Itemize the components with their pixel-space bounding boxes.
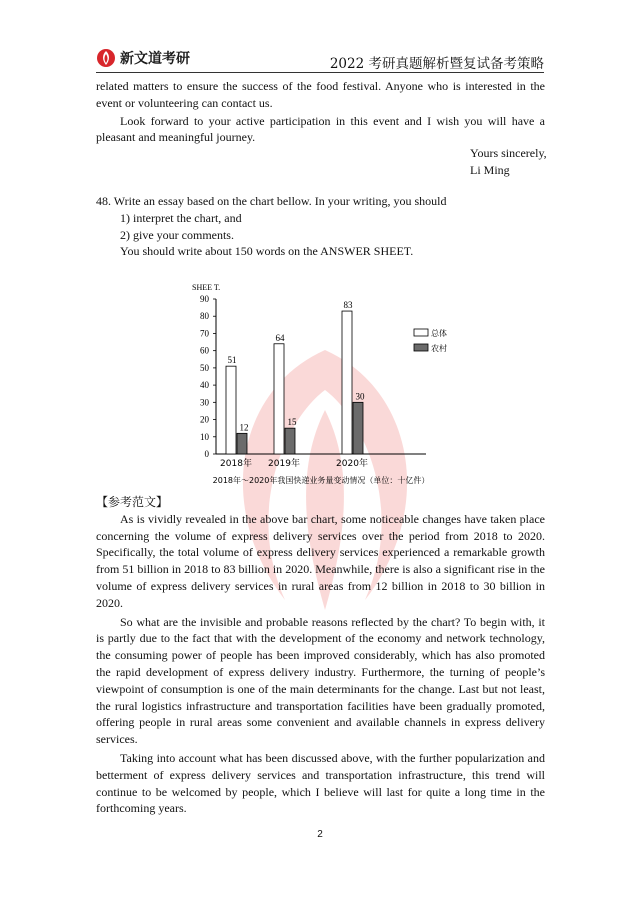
question-item-2: 2) give your comments. — [120, 227, 234, 242]
header-title: 2022 考研真题解析暨复试备考策略 — [329, 56, 544, 72]
letter-closing: Yours sincerely, — [470, 146, 547, 160]
question-item-1: 1) interpret the chart, and — [120, 210, 242, 225]
brand-name: 新文道考研 — [120, 51, 190, 67]
question — [96, 193, 545, 260]
data-label: 51 — [227, 355, 237, 366]
letter-body — [96, 78, 545, 146]
essay-para-3: Taking into account what has been discussed above, with the further popularization and betterment of express delivery services and transportation infrastructure, this trend will continue to be welcomed by people, which I believe will last for quite a long time in the forthcoming years. — [96, 750, 545, 816]
question-prompt: 48. Write an essay based on the chart bellow. In your writing, you should — [96, 194, 447, 208]
data-label: 64 — [275, 332, 285, 343]
data-label: 83 — [343, 300, 353, 311]
letter-para-2: Look forward to your active participation in this event and I wish you will have a pleasant and meaningful journey. — [96, 113, 545, 145]
page-header — [96, 46, 544, 73]
legend-label: 农村 — [431, 344, 447, 353]
chart-title: 2018年～2020年我国快递业务量变动情况（单位：十亿件） — [212, 476, 430, 485]
bar-rural — [353, 402, 363, 454]
bar-total — [274, 344, 284, 454]
data-label: 30 — [355, 391, 365, 402]
legend-swatch — [414, 329, 428, 336]
essay — [96, 494, 545, 817]
y-tick-label: 0 — [204, 449, 209, 459]
legend-swatch — [414, 344, 428, 351]
x-tick-label: 2018年 — [220, 459, 252, 469]
y-tick-label: 80 — [200, 311, 209, 322]
essay-para-1: As is vividly revealed in the above bar chart, some noticeable changes have taken place concerning the volume of express delivery services over the period from 2018 to 2020. Specifically, the total volume of express delivery services experienced a remarkable growth from 51 billion in 2018 to 83 billion in 2020. Meanwhile, there is also a significant rise in the volume of express delivery services in rural areas from 12 billion in 2018 to 30 billion in 2020. — [96, 511, 545, 610]
y-tick-label: 90 — [200, 294, 209, 304]
y-tick-label: 40 — [200, 380, 209, 391]
data-label: 15 — [287, 417, 297, 428]
y-tick-label: 50 — [200, 362, 209, 373]
y-tick-label: 10 — [200, 431, 209, 442]
bar-total — [342, 311, 352, 454]
letter-signature: Li Ming — [470, 163, 510, 177]
letter-para-1: related matters to ensure the success of the food festival. Anyone who is interested in the event or volunteering can contact us. — [96, 79, 545, 110]
question-item-3: You should write about 150 words on the ANSWER SHEET. — [120, 244, 414, 259]
y-axis-label: SHEE T. — [192, 283, 221, 292]
legend-label: 总体 — [431, 329, 447, 338]
brand-logo-icon — [96, 48, 116, 68]
brand — [96, 48, 190, 68]
bar-chart — [186, 282, 456, 492]
y-tick-label: 20 — [200, 414, 209, 425]
bar-rural — [285, 428, 295, 454]
bar-total — [226, 366, 236, 454]
bar-rural — [237, 433, 247, 454]
y-tick-label: 60 — [200, 345, 209, 356]
y-tick-label: 30 — [200, 397, 209, 408]
x-tick-label: 2020年 — [336, 459, 368, 469]
data-label: 12 — [239, 422, 249, 433]
x-tick-label: 2019年 — [268, 459, 300, 469]
essay-para-2: So what are the invisible and probable reasons reflected by the chart? To begin with, it is partly due to the fact that with the development of the economy and network technology, the consuming power of people has been improved considerably, which has also promoted the rapid development of express delivery industry. Furthermore, the turning of people’s viewpoint of consumption is one of the main determinants for the change. Last but not least, the rural logistics infrastructure and transportation facilities have been gradually promoted, offering people in rural areas some convenient and available channels in express delivery services. — [96, 614, 545, 747]
y-tick-label: 70 — [200, 328, 209, 339]
essay-heading: 【参考范文】 — [96, 495, 169, 509]
page-number: 2 — [317, 829, 323, 840]
